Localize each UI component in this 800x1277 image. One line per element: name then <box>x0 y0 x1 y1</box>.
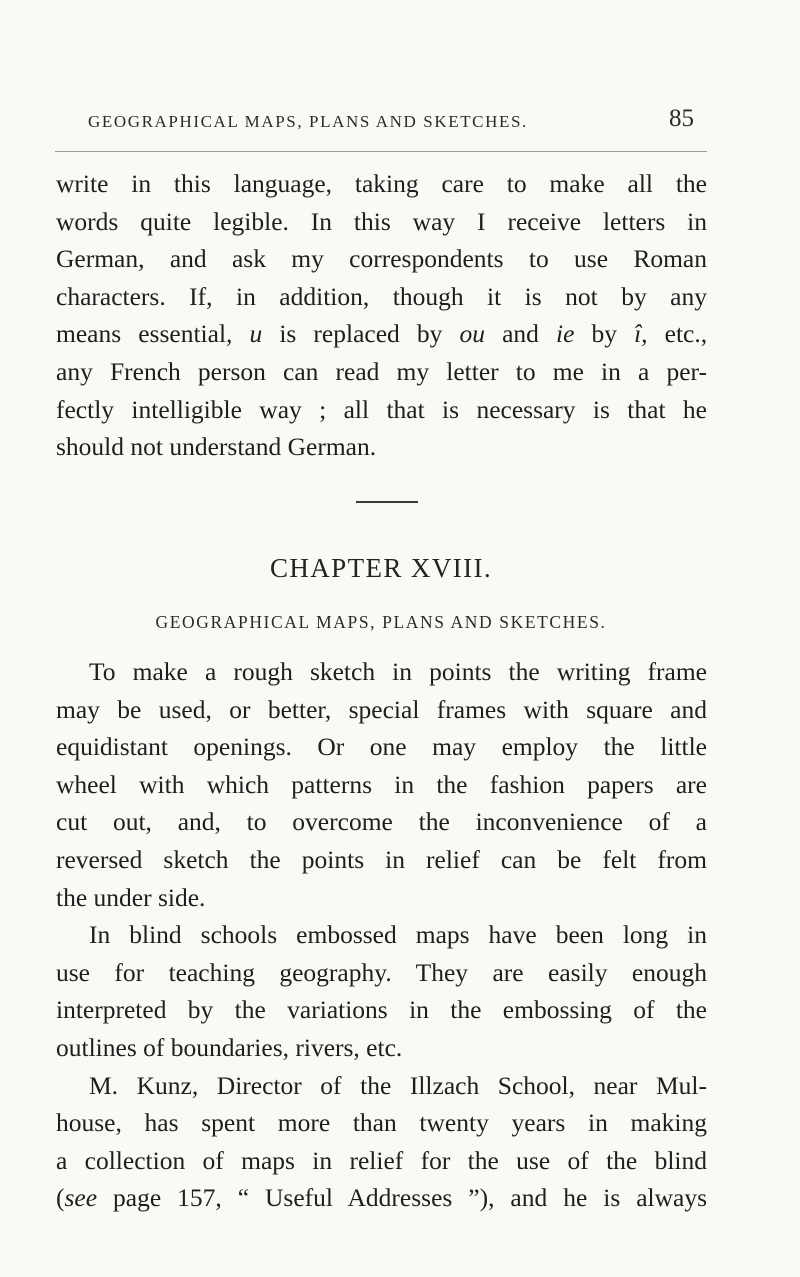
text-line: characters. If, in addition, though it is not by any <box>56 281 707 311</box>
text-line: house, has spent more than twenty years in making <box>56 1108 707 1138</box>
italic-word: u <box>249 319 263 349</box>
text-line: the under side. <box>56 882 206 912</box>
text-line: may be used, or better, special frames with square and <box>56 694 707 724</box>
section-divider <box>356 501 418 503</box>
text-line: outlines of boundaries, rivers, etc. <box>56 1032 403 1062</box>
text-line: German, and ask my correspondents to use Roman <box>56 244 707 274</box>
text-line: fectly intelligible way ; all that is necessary is that he <box>56 394 707 424</box>
text-line: equidistant openings. Or one may employ the little <box>56 732 707 762</box>
text-line: reversed sketch the points in relief can be felt from <box>56 844 707 874</box>
chapter-title: CHAPTER XVIII. <box>269 553 493 583</box>
italic-word: ie <box>555 319 575 349</box>
text-line: M. Kunz, Director of the Illzach School, near Mul- <box>89 1070 707 1100</box>
text-line: a collection of maps in relief for the use of the blind <box>56 1145 707 1175</box>
chapter-subtitle: GEOGRAPHICAL MAPS, PLANS AND SKETCHES. <box>155 612 607 632</box>
text-line-mixed <box>56 1179 707 1217</box>
text-segment: ( <box>56 1183 65 1213</box>
text-line: interpreted by the variations in the embossing of the <box>56 995 707 1025</box>
italic-word: î, <box>634 319 648 349</box>
text-segment: etc., <box>664 319 707 349</box>
paragraph-2 <box>56 653 707 1217</box>
italic-word: ou <box>459 319 485 349</box>
text-segment: by <box>591 319 617 349</box>
text-line: words quite legible. In this way I receive letters in <box>56 206 707 236</box>
text-line-mixed <box>56 315 707 353</box>
book-page <box>55 0 707 1277</box>
text-line: To make a rough sketch in points the writing frame <box>89 657 707 686</box>
text-line: write in this language, taking care to make all the <box>56 169 707 198</box>
text-line: should not understand German. <box>56 432 377 462</box>
text-line: any French person can read my letter to me in a per- <box>56 356 707 386</box>
text-line: use for teaching geography. They are easily enough <box>56 957 707 987</box>
text-line: wheel with which patterns in the fashion papers are <box>56 769 707 799</box>
text-segment: is replaced by <box>279 319 443 349</box>
page-number: 85 <box>669 105 694 132</box>
text-segment: means essential, <box>56 319 233 349</box>
text-segment: page 157, “ Useful Addresses ”), and he is always <box>113 1183 707 1213</box>
running-head: GEOGRAPHICAL MAPS, PLANS AND SKETCHES. <box>88 112 528 131</box>
paragraph-1 <box>56 165 707 466</box>
text-line: cut out, and, to overcome the inconvenience of a <box>56 807 707 837</box>
italic-word: see <box>64 1183 98 1213</box>
header-rule <box>55 151 707 152</box>
text-segment: and <box>502 319 539 349</box>
text-line: In blind schools embossed maps have been long in <box>89 920 707 950</box>
